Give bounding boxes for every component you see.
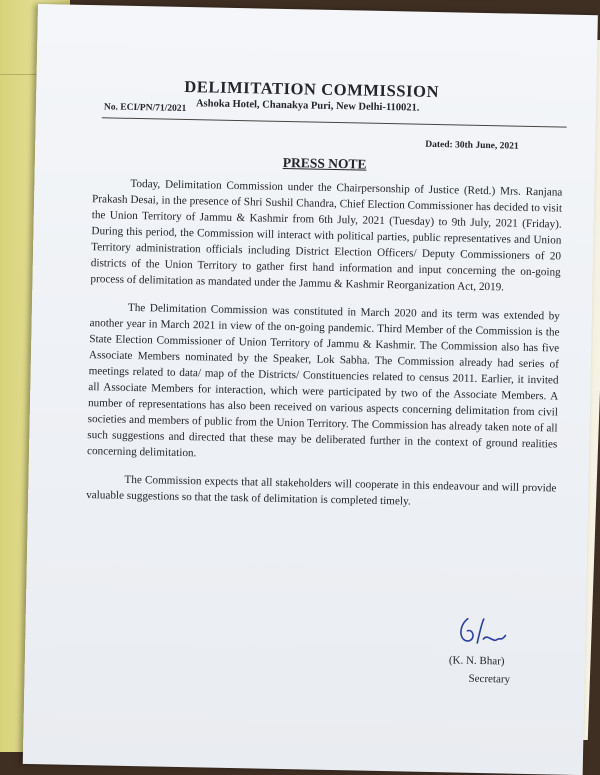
issue-date: Dated: 30th June, 2021 [425, 139, 519, 152]
header-rule [102, 117, 567, 127]
signatory-designation: Secretary [468, 672, 511, 686]
paragraph: The Commission expects that all stakeholders will cooperate in this endeavour and will provide valuable suggestions so that the task of delimitation is completed timely. [86, 473, 557, 508]
press-note-sheet [23, 4, 598, 775]
organization-address: Ashoka Hotel, Chanakya Puri, New Delhi-110021. [195, 98, 420, 114]
signatory-name: (K. N. Bhar) [448, 654, 505, 668]
document-body [86, 175, 563, 524]
document-title: PRESS NOTE [282, 154, 367, 172]
organization-name: DELIMITATION COMMISSION [184, 76, 440, 102]
signature [453, 612, 514, 653]
reference-number: No. ECI/PN/71/2021 [103, 102, 187, 114]
paragraph: Today, Delimitation Commission under the Chairpersonship of Justice (Retd.) Mrs. Ranjana Prakash Desai, in the presence of Shri Sushil Chandra, Chief Election Commissioner has decided to visit the Union Territory of Jammu & Kashmir from 6th July, 2021 (Tuesday) to 9th July, 2021 (Friday). During this period, the Commission will interact with political parties, public representatives and Union Territory administration officials including District Election Officers/ Deputy Commissioners of 20 districts of the Union Territory to gather first hand information and input concerning the on-going process of delimitation as mandated under the Jammu & Kashmir Reorganization Act, 2019. [90, 177, 563, 294]
paragraph: The Delimitation Commission was constituted in March 2020 and its term was extended by another year in March 2021 in view of the on-going pandemic. Third Member of the Commission is the State Election Commissioner of Union Territory of Jammu & Kashmir. The Commission also has five Associate Members nominated by the Speaker, Lok Sabha. The Commission already had series of meetings related to data/ map of the Districts/ Constituencies related to census 2011. Earlier, it invited all Associate Members for interaction, which were participated by two of the Associate Members. A number of representations has also been received on various aspects concerning delimitation from civil societies and members of public from the Union Territory. The Commission has already taken note of all such suggestions and directed that these may be deliberated further in the context of ground realities concerning delimitation. [86, 301, 560, 460]
